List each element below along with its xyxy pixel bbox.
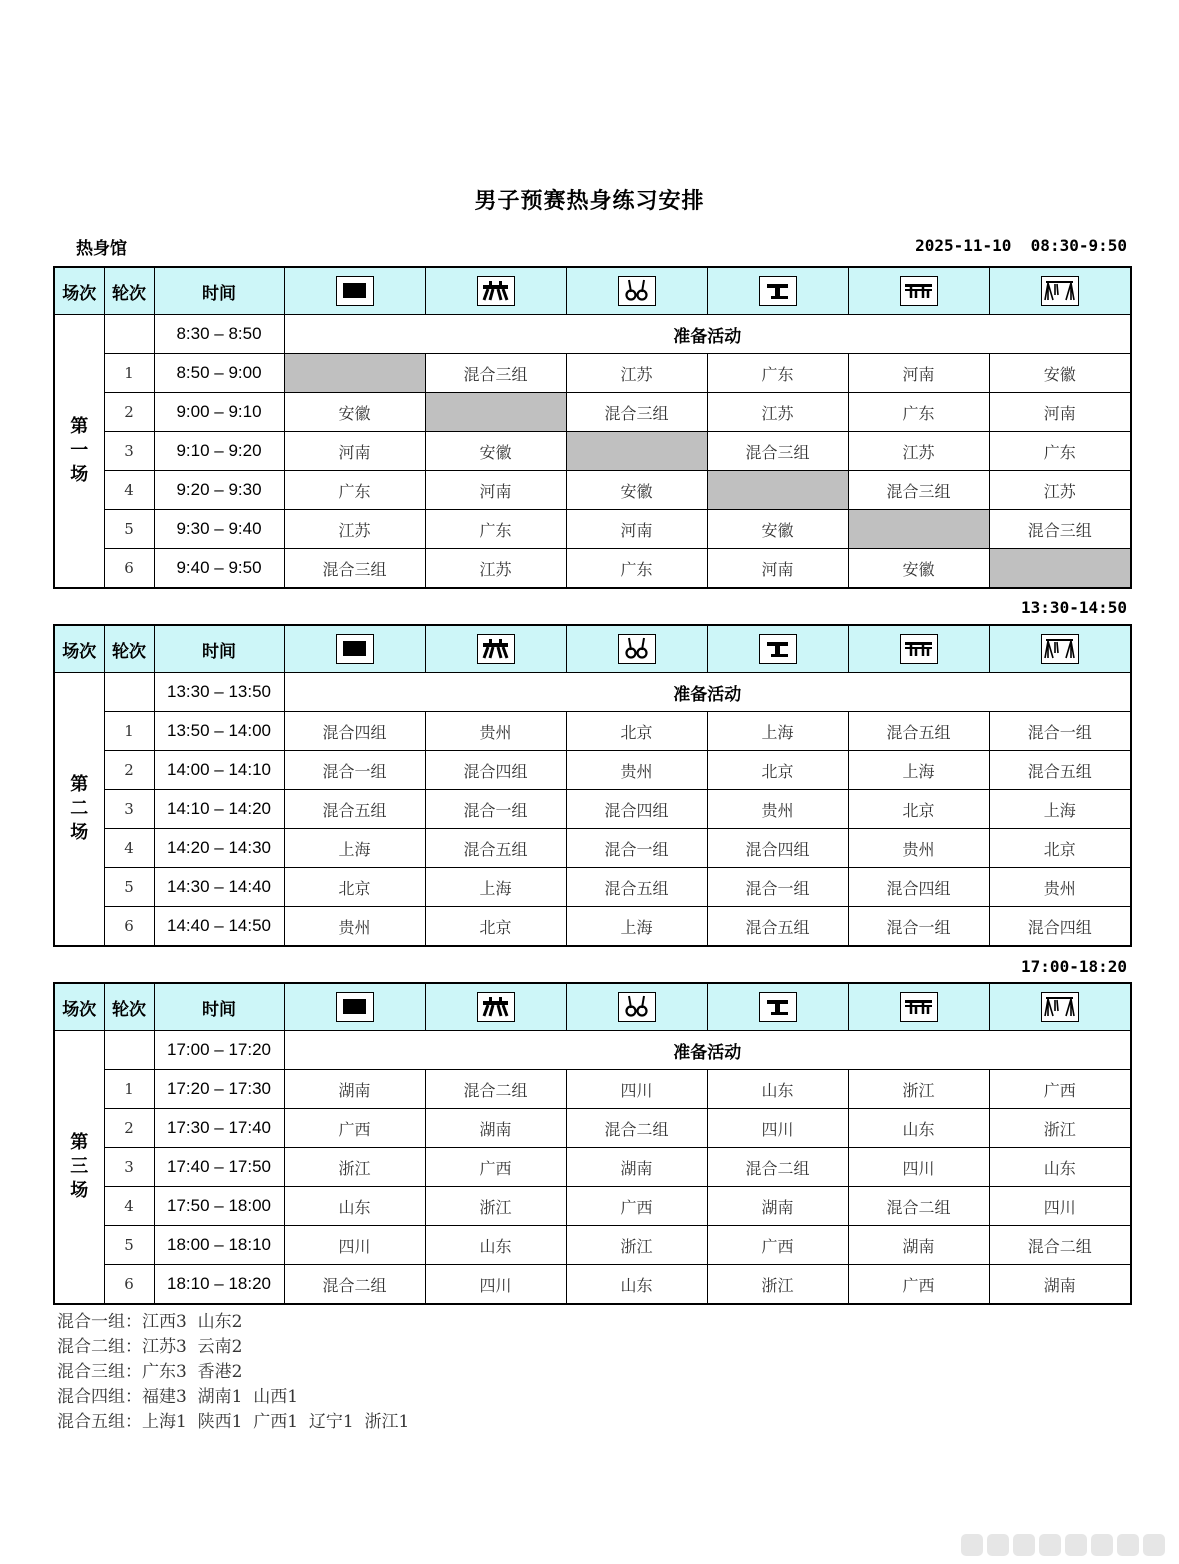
team-cell: 湖南 [848, 1226, 989, 1265]
team-cell: 混合五组 [707, 907, 848, 947]
team-cell: 广西 [707, 1226, 848, 1265]
team-cell: 混合四组 [425, 751, 566, 790]
team-cell: 山东 [848, 1109, 989, 1148]
team-cell: 浙江 [566, 1226, 707, 1265]
team-cell: 北京 [425, 907, 566, 947]
round-cell: 1 [104, 712, 154, 751]
time-cell: 17:20 – 17:30 [154, 1070, 284, 1109]
page-title: 男子预赛热身练习安排 [474, 189, 705, 214]
rest-cell [284, 354, 425, 393]
team-cell: 四川 [284, 1226, 425, 1265]
horizontal-bar-icon [1041, 276, 1079, 306]
team-cell: 江苏 [848, 432, 989, 471]
note-line: 混合五组：上海1 陕西1 广西1 辽宁1 浙江1 [57, 1412, 410, 1432]
team-cell: 广东 [566, 549, 707, 589]
team-cell: 北京 [989, 829, 1131, 868]
table-row [54, 354, 1131, 393]
table-row [54, 1109, 1131, 1148]
time-cell: 18:10 – 18:20 [154, 1265, 284, 1305]
rings-icon [618, 634, 656, 664]
team-cell: 混合五组 [284, 790, 425, 829]
header-apparatus [566, 267, 707, 315]
team-cell: 江苏 [707, 393, 848, 432]
table-row [54, 868, 1131, 907]
session-label-char: 二 [70, 798, 89, 819]
round-cell: 2 [104, 393, 154, 432]
venue-label: 热身馆 [76, 239, 127, 259]
team-cell: 江苏 [566, 354, 707, 393]
team-cell: 河南 [284, 432, 425, 471]
team-cell: 四川 [707, 1109, 848, 1148]
team-cell: 贵州 [284, 907, 425, 947]
team-cell: 上海 [848, 751, 989, 790]
header-apparatus [848, 625, 989, 673]
team-cell: 河南 [707, 549, 848, 589]
round-cell: 5 [104, 868, 154, 907]
header-apparatus [707, 625, 848, 673]
table-row [54, 1187, 1131, 1226]
header-apparatus [284, 267, 425, 315]
first-session-time: 08:30-9:50 [1030, 236, 1127, 255]
team-cell: 上海 [989, 790, 1131, 829]
team-cell: 山东 [707, 1070, 848, 1109]
team-cell: 山东 [284, 1187, 425, 1226]
header-apparatus [566, 983, 707, 1031]
rest-cell [989, 549, 1131, 589]
header-time: 时间 [154, 983, 284, 1031]
time-cell: 18:00 – 18:10 [154, 1226, 284, 1265]
table-row [54, 829, 1131, 868]
header-time: 时间 [154, 267, 284, 315]
team-cell: 广东 [989, 432, 1131, 471]
team-cell: 河南 [425, 471, 566, 510]
header-session: 场次 [54, 267, 104, 315]
round-cell: 1 [104, 354, 154, 393]
parallel-bars-icon [900, 992, 938, 1022]
team-cell: 混合五组 [425, 829, 566, 868]
note-line: 混合四组：福建3 湖南1 山西1 [57, 1387, 299, 1407]
team-cell: 混合一组 [848, 907, 989, 947]
rings-icon [618, 276, 656, 306]
team-cell: 安徽 [707, 510, 848, 549]
time-cell: 13:30 – 13:50 [154, 673, 284, 712]
watermark-block [1013, 1534, 1035, 1556]
team-cell: 贵州 [425, 712, 566, 751]
team-cell: 混合四组 [989, 907, 1131, 947]
rings-icon [618, 992, 656, 1022]
note-line: 混合一组：江西3 山东2 [57, 1312, 243, 1332]
pommel-horse-icon [477, 276, 515, 306]
time-cell: 17:50 – 18:00 [154, 1187, 284, 1226]
team-cell: 浙江 [989, 1109, 1131, 1148]
team-cell: 安徽 [425, 432, 566, 471]
rest-cell [848, 510, 989, 549]
team-cell: 混合二组 [425, 1070, 566, 1109]
note-line: 混合二组：江苏3 云南2 [57, 1337, 243, 1357]
vault-icon [759, 992, 797, 1022]
time-cell: 9:40 – 9:50 [154, 549, 284, 589]
team-cell: 浙江 [707, 1265, 848, 1305]
team-cell: 贵州 [566, 751, 707, 790]
team-cell: 混合三组 [848, 471, 989, 510]
team-cell: 混合四组 [707, 829, 848, 868]
team-cell: 江苏 [989, 471, 1131, 510]
table-row [54, 510, 1131, 549]
table-row [54, 1148, 1131, 1187]
team-cell: 河南 [989, 393, 1131, 432]
table-row [54, 712, 1131, 751]
round-cell: 4 [104, 471, 154, 510]
team-cell: 江苏 [284, 510, 425, 549]
team-cell: 四川 [566, 1070, 707, 1109]
time-cell: 17:30 – 17:40 [154, 1109, 284, 1148]
team-cell: 混合三组 [425, 354, 566, 393]
team-cell: 安徽 [284, 393, 425, 432]
header-round: 轮次 [104, 983, 154, 1031]
session-label-char: 场 [70, 1180, 89, 1201]
header-apparatus [848, 267, 989, 315]
schedule-table [53, 624, 1132, 947]
team-cell: 安徽 [989, 354, 1131, 393]
team-cell: 北京 [707, 751, 848, 790]
team-cell: 广东 [848, 393, 989, 432]
team-cell: 湖南 [284, 1070, 425, 1109]
time-cell: 17:40 – 17:50 [154, 1148, 284, 1187]
session-label [54, 315, 104, 589]
header-apparatus [566, 625, 707, 673]
team-cell: 河南 [566, 510, 707, 549]
team-cell: 湖南 [566, 1148, 707, 1187]
date-time-label [915, 236, 1127, 255]
rest-cell [566, 432, 707, 471]
team-cell: 混合三组 [707, 432, 848, 471]
round-cell: 3 [104, 790, 154, 829]
team-cell: 北京 [848, 790, 989, 829]
team-cell: 安徽 [566, 471, 707, 510]
team-cell: 混合三组 [989, 510, 1131, 549]
horizontal-bar-icon [1041, 634, 1079, 664]
team-cell: 混合一组 [707, 868, 848, 907]
vault-icon [759, 276, 797, 306]
header-row [54, 625, 1131, 673]
table-row [54, 1070, 1131, 1109]
team-cell: 四川 [848, 1148, 989, 1187]
schedule-table [53, 266, 1132, 589]
round-cell: 4 [104, 829, 154, 868]
round-cell: 5 [104, 1226, 154, 1265]
watermark-block [1039, 1534, 1061, 1556]
header-apparatus [284, 625, 425, 673]
round-cell: 4 [104, 1187, 154, 1226]
team-cell: 上海 [425, 868, 566, 907]
team-cell: 浙江 [848, 1070, 989, 1109]
rest-cell [707, 471, 848, 510]
session-label-char: 场 [70, 464, 89, 485]
watermark-block [1143, 1534, 1165, 1556]
team-cell: 混合五组 [989, 751, 1131, 790]
team-cell: 混合二组 [284, 1265, 425, 1305]
header-apparatus [848, 983, 989, 1031]
session-label-char: 第 [70, 774, 89, 795]
team-cell: 浙江 [284, 1148, 425, 1187]
pommel-horse-icon [477, 634, 515, 664]
team-cell: 北京 [566, 712, 707, 751]
table-row [54, 1265, 1131, 1305]
round-cell: 3 [104, 1148, 154, 1187]
team-cell: 湖南 [707, 1187, 848, 1226]
team-cell: 混合五组 [848, 712, 989, 751]
team-cell: 混合二组 [989, 1226, 1131, 1265]
team-cell: 广西 [566, 1187, 707, 1226]
header-time: 时间 [154, 625, 284, 673]
prep-row [54, 1031, 1131, 1070]
team-cell: 贵州 [989, 868, 1131, 907]
prep-activity-label: 准备活动 [284, 1031, 1131, 1070]
team-cell: 上海 [707, 712, 848, 751]
header-apparatus [989, 267, 1131, 315]
time-cell: 17:00 – 17:20 [154, 1031, 284, 1070]
session-label [54, 1031, 104, 1305]
watermark-block [1117, 1534, 1139, 1556]
header-apparatus [284, 983, 425, 1031]
team-cell: 广西 [848, 1265, 989, 1305]
table-row [54, 1226, 1131, 1265]
time-cell: 14:20 – 14:30 [154, 829, 284, 868]
header-row [54, 983, 1131, 1031]
team-cell: 广西 [989, 1070, 1131, 1109]
session-label-char: 第 [70, 416, 89, 437]
table-row [54, 549, 1131, 589]
rest-cell [425, 393, 566, 432]
time-cell: 9:20 – 9:30 [154, 471, 284, 510]
table-row [54, 432, 1131, 471]
team-cell: 广东 [284, 471, 425, 510]
team-cell: 上海 [566, 907, 707, 947]
team-cell: 混合一组 [566, 829, 707, 868]
session-label-char: 第 [70, 1132, 89, 1153]
prep-activity-label: 准备活动 [284, 673, 1131, 712]
team-cell: 四川 [425, 1265, 566, 1305]
time-cell: 8:50 – 9:00 [154, 354, 284, 393]
watermark-block [1091, 1534, 1113, 1556]
round-cell [104, 673, 154, 712]
group-notes [57, 1310, 409, 1435]
vault-icon [759, 634, 797, 664]
watermark-block [1065, 1534, 1087, 1556]
time-cell: 14:00 – 14:10 [154, 751, 284, 790]
session-time-range: 13:30-14:50 [1021, 598, 1127, 617]
header-apparatus [425, 625, 566, 673]
team-cell: 混合一组 [989, 712, 1131, 751]
time-cell: 14:30 – 14:40 [154, 868, 284, 907]
header-apparatus [425, 983, 566, 1031]
round-cell: 6 [104, 907, 154, 947]
table-row [54, 751, 1131, 790]
header-row [54, 267, 1131, 315]
session-label-char: 场 [70, 822, 89, 843]
time-cell: 14:10 – 14:20 [154, 790, 284, 829]
team-cell: 湖南 [989, 1265, 1131, 1305]
pommel-horse-icon [477, 992, 515, 1022]
time-cell: 13:50 – 14:00 [154, 712, 284, 751]
note-line: 混合三组：广东3 香港2 [57, 1362, 243, 1382]
team-cell: 江苏 [425, 549, 566, 589]
table-row [54, 471, 1131, 510]
header-session: 场次 [54, 983, 104, 1031]
schedule-table [53, 982, 1132, 1305]
team-cell: 混合二组 [707, 1148, 848, 1187]
round-cell: 5 [104, 510, 154, 549]
team-cell: 贵州 [707, 790, 848, 829]
header-apparatus [707, 983, 848, 1031]
horizontal-bar-icon [1041, 992, 1079, 1022]
time-cell: 14:40 – 14:50 [154, 907, 284, 947]
team-cell: 广东 [425, 510, 566, 549]
header-apparatus [989, 625, 1131, 673]
team-cell: 广东 [707, 354, 848, 393]
round-cell [104, 315, 154, 354]
round-cell: 6 [104, 1265, 154, 1305]
team-cell: 浙江 [425, 1187, 566, 1226]
team-cell: 混合四组 [566, 790, 707, 829]
team-cell: 山东 [566, 1265, 707, 1305]
header-apparatus [989, 983, 1131, 1031]
team-cell: 山东 [425, 1226, 566, 1265]
round-cell: 2 [104, 1109, 154, 1148]
header-apparatus [707, 267, 848, 315]
team-cell: 混合五组 [566, 868, 707, 907]
watermark [961, 1534, 1171, 1556]
watermark-block [961, 1534, 983, 1556]
header-round: 轮次 [104, 625, 154, 673]
team-cell: 湖南 [425, 1109, 566, 1148]
table-row [54, 790, 1131, 829]
session-time-range: 17:00-18:20 [1021, 957, 1127, 976]
team-cell: 混合二组 [566, 1109, 707, 1148]
watermark-block [987, 1534, 1009, 1556]
round-cell: 6 [104, 549, 154, 589]
team-cell: 四川 [989, 1187, 1131, 1226]
header-round: 轮次 [104, 267, 154, 315]
date-text: 2025-11-10 [915, 236, 1012, 255]
prep-row [54, 315, 1131, 354]
header-session: 场次 [54, 625, 104, 673]
floor-exercise-icon [336, 276, 374, 306]
team-cell: 广西 [284, 1109, 425, 1148]
table-row [54, 393, 1131, 432]
team-cell: 混合三组 [566, 393, 707, 432]
time-cell: 9:10 – 9:20 [154, 432, 284, 471]
team-cell: 山东 [989, 1148, 1131, 1187]
round-cell: 3 [104, 432, 154, 471]
time-cell: 9:00 – 9:10 [154, 393, 284, 432]
team-cell: 上海 [284, 829, 425, 868]
round-cell [104, 1031, 154, 1070]
time-cell: 9:30 – 9:40 [154, 510, 284, 549]
team-cell: 北京 [284, 868, 425, 907]
floor-exercise-icon [336, 992, 374, 1022]
parallel-bars-icon [900, 276, 938, 306]
prep-activity-label: 准备活动 [284, 315, 1131, 354]
team-cell: 贵州 [848, 829, 989, 868]
team-cell: 混合四组 [284, 712, 425, 751]
session-label [54, 673, 104, 947]
team-cell: 混合四组 [848, 868, 989, 907]
team-cell: 广西 [425, 1148, 566, 1187]
team-cell: 混合二组 [848, 1187, 989, 1226]
round-cell: 2 [104, 751, 154, 790]
round-cell: 1 [104, 1070, 154, 1109]
team-cell: 混合三组 [284, 549, 425, 589]
session-label-char: 一 [70, 440, 89, 461]
parallel-bars-icon [900, 634, 938, 664]
team-cell: 河南 [848, 354, 989, 393]
prep-row [54, 673, 1131, 712]
team-cell: 混合一组 [425, 790, 566, 829]
header-apparatus [425, 267, 566, 315]
time-cell: 8:30 – 8:50 [154, 315, 284, 354]
team-cell: 混合一组 [284, 751, 425, 790]
table-row [54, 907, 1131, 947]
session-label-char: 三 [70, 1156, 89, 1177]
team-cell: 安徽 [848, 549, 989, 589]
floor-exercise-icon [336, 634, 374, 664]
